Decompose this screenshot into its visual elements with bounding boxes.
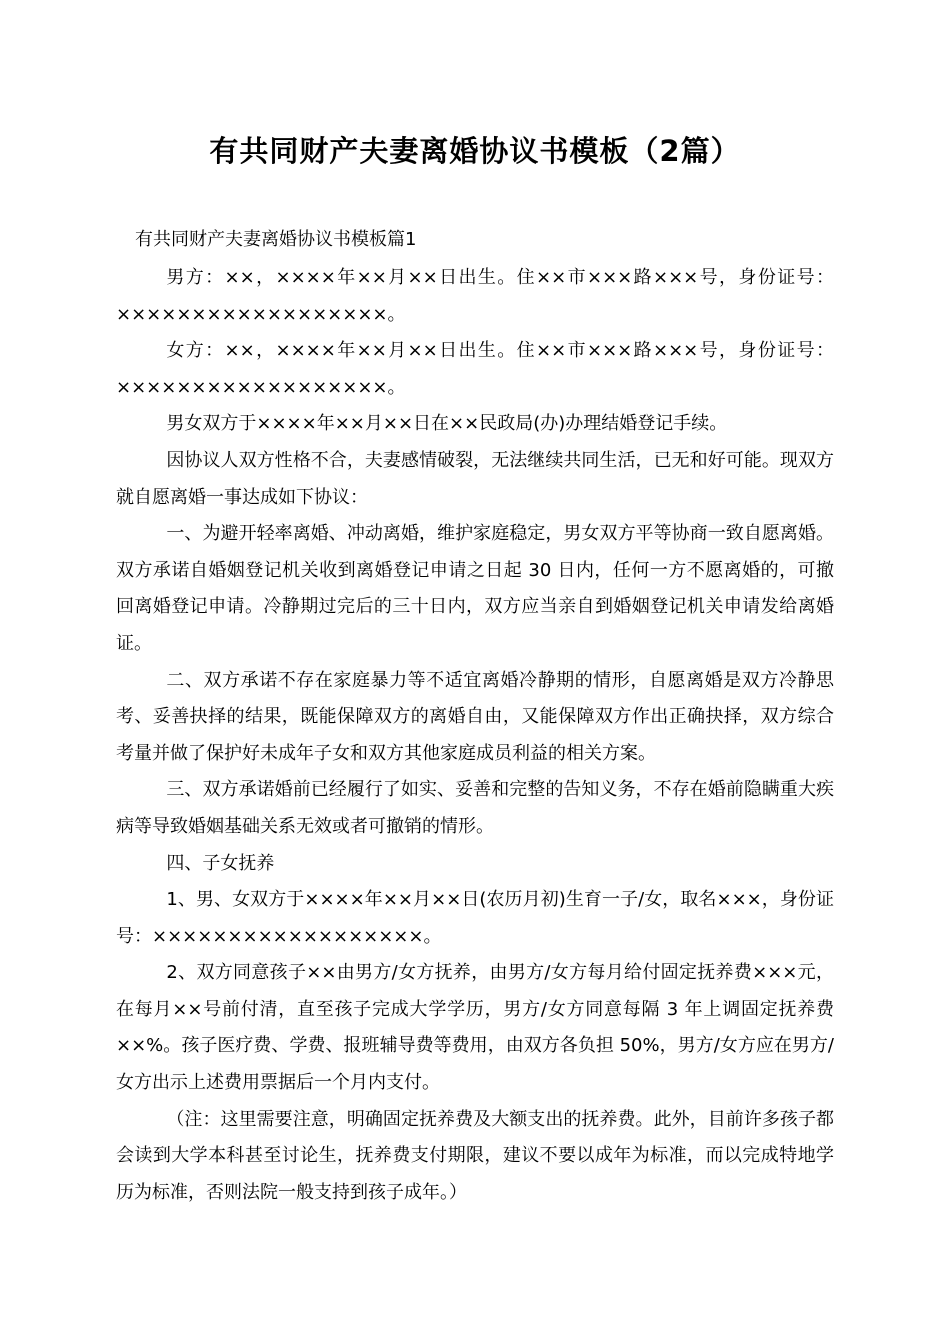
document-title: 有共同财产夫妻离婚协议书模板（2篇） [209, 134, 741, 168]
section-heading: 有共同财产夫妻离婚协议书模板篇1 [135, 229, 417, 250]
document-body [116, 260, 834, 1211]
paragraph-marriage-registration: 男女双方于××××年××月××日在××民政局(办)办理结婚登记手续。 [166, 413, 728, 435]
paragraph-clause-4-heading: 四、子女抚养 [166, 852, 275, 874]
paragraph-clause-1: 一、为避开轻率离婚、冲动离婚，维护家庭稳定，男女双方平等协商一致自愿离婚。双方承诺自婚姻登记机关收到离婚登记申请之日起 30 日内，任何一方不愿离婚的，可撤回离婚登记申请。冷静期过完后的三十日内，双方应当亲自到婚姻登记机关申请发给离婚证。 [116, 523, 834, 654]
paragraph-divorce-reason: 因协议人双方性格不合，夫妻感情破裂，无法继续共同生活，已无和好可能。现双方就自愿离婚一事达成如下协议： [116, 449, 834, 508]
paragraph-female-party: 女方：××，××××年××月××日出生。住××市×××路×××号，身份证号：××××××××××××××××××。 [116, 340, 834, 398]
paragraph-clause-2: 二、双方承诺不存在家庭暴力等不适宜离婚冷静期的情形，自愿离婚是双方冷静思考、妥善抉择的结果，既能保障双方的离婚自由，又能保障双方作出正确抉择，双方综合考量并做了保护好未成年子女和双方其他家庭成员利益的相关方案。 [116, 669, 834, 764]
paragraph-clause-3: 三、双方承诺婚前已经履行了如实、妥善和完整的告知义务，不存在婚前隐瞒重大疾病等导致婚姻基础关系无效或者可撤销的情形。 [116, 779, 834, 837]
paragraph-male-party: 男方：××，××××年××月××日出生。住××市×××路×××号，身份证号：××××××××××××××××××。 [116, 267, 834, 325]
paragraph-child-birth: 1、男、女双方于××××年××月××日(农历月初)生育一子/女，取名×××，身份证号：××××××××××××××××××。 [116, 889, 834, 947]
paragraph-note: （注：这里需要注意，明确固定抚养费及大额支出的抚养费。此外，目前许多孩子都会读到大学本科甚至讨论生，抚养费支付期限，建议不要以成年为标准，而以完成特地学历为标准，否则法院一般支持到孩子成年。） [116, 1108, 834, 1203]
paragraph-child-support: 2、双方同意孩子××由男方/女方抚养，由男方/女方每月给付固定抚养费×××元，在每月××号前付清，直至孩子完成大学学历，男方/女方同意每隔 3 年上调固定抚养费××%。孩子医疗费、学费、报班辅导费等费用，由双方各负担 50%，男方/女方应在男方/女方出示上述费用票据后一个月内支付。 [116, 962, 834, 1094]
